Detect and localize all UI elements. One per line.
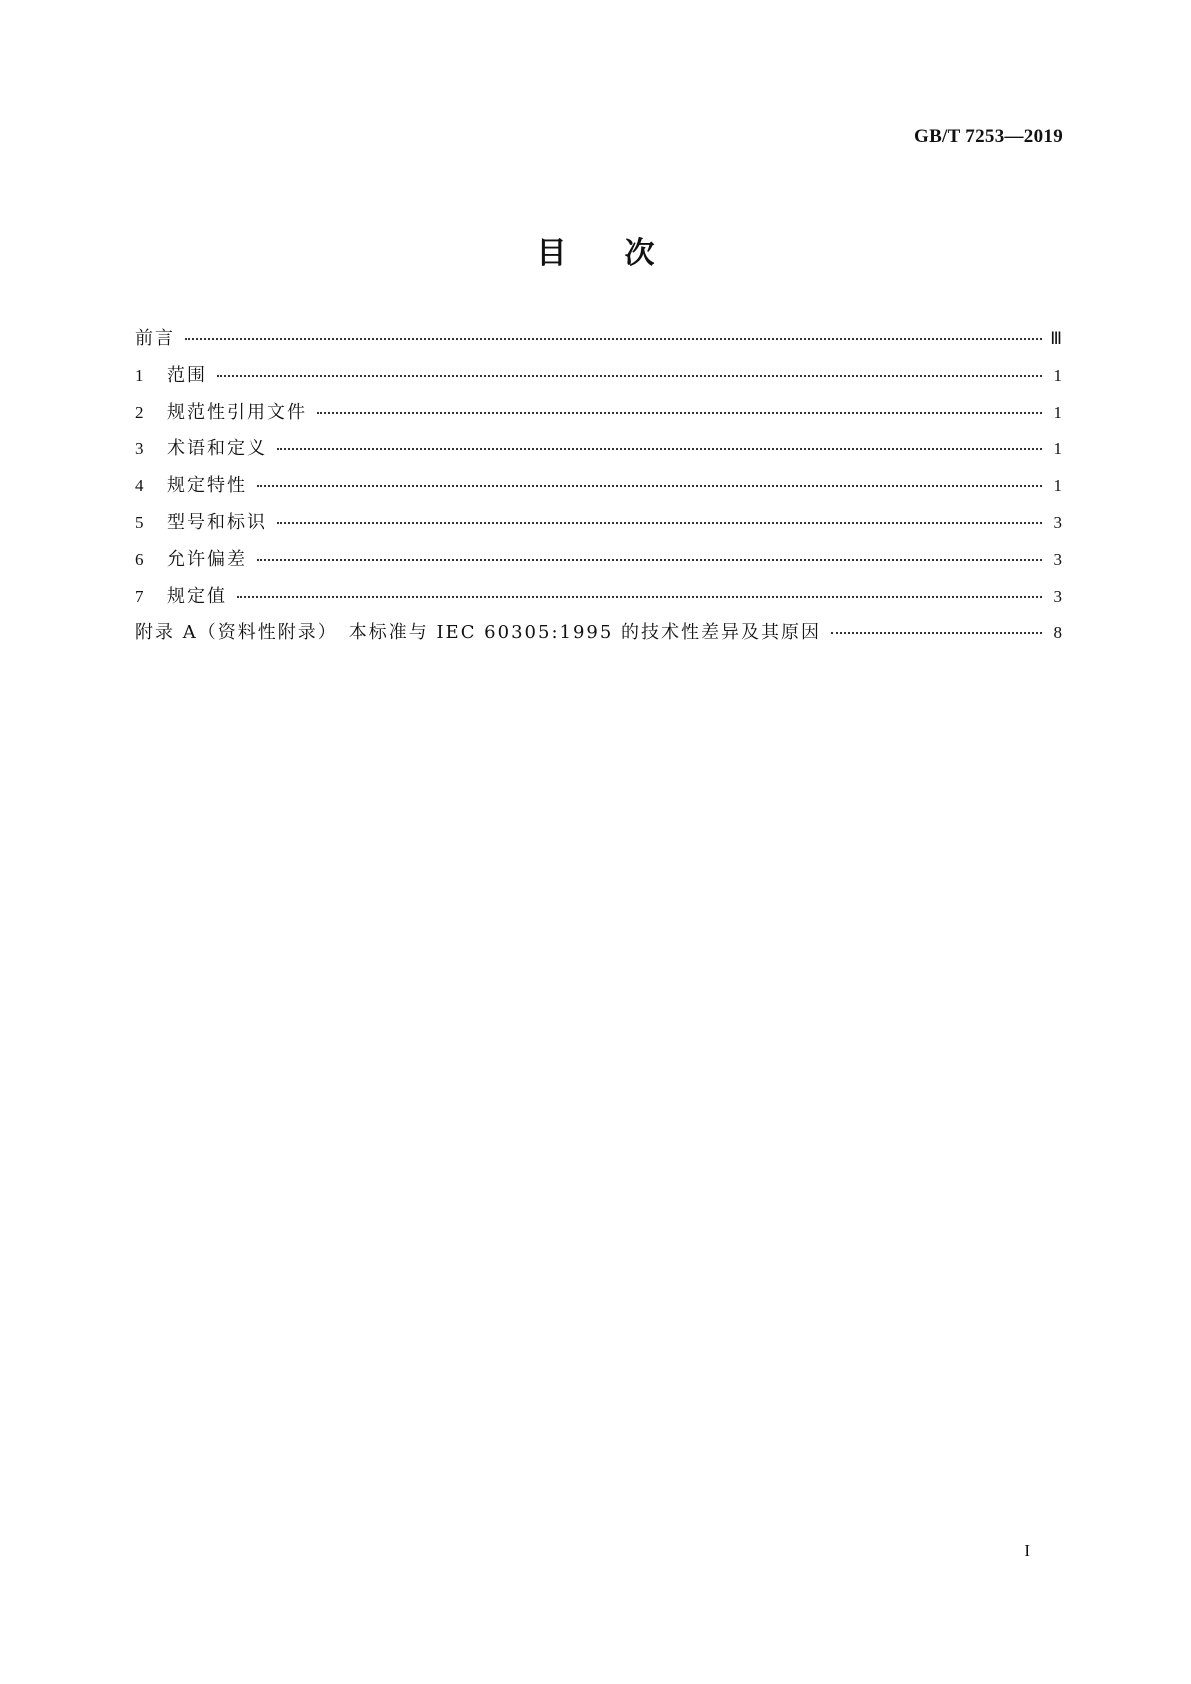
toc-entry-page: 1 <box>1053 365 1062 385</box>
page-number: I <box>1024 1541 1030 1560</box>
toc-entry-page: 3 <box>1053 512 1062 532</box>
toc-entry-label: 规定值 <box>167 585 227 607</box>
toc-leader-dots <box>277 434 1042 454</box>
toc-entry-number: 2 <box>135 402 144 422</box>
toc-leader-dots <box>257 471 1042 491</box>
toc-entry-page: 1 <box>1053 402 1062 422</box>
toc-entry-annex-a[interactable] <box>135 618 1062 655</box>
table-of-contents <box>135 324 1062 655</box>
toc-leader-dots <box>217 361 1042 381</box>
toc-entry-label: 附录 A（资料性附录） 本标准与 IEC 60305:1995 的技术性差异及其原因 <box>135 622 822 644</box>
toc-entry-label: 型号和标识 <box>167 511 267 533</box>
toc-leader-dots <box>831 618 1042 638</box>
toc-entry-number: 4 <box>135 476 144 496</box>
toc-entry-specified-values[interactable] <box>135 582 1062 619</box>
page-title: 目次 <box>536 236 713 271</box>
toc-entry-number: 7 <box>135 586 144 606</box>
toc-leader-dots <box>317 398 1042 418</box>
toc-entry-label: 规定特性 <box>167 475 247 497</box>
toc-entry-terms-definitions[interactable] <box>135 434 1062 471</box>
toc-entry-number: 6 <box>135 549 144 569</box>
toc-entry-label: 术语和定义 <box>167 438 267 460</box>
toc-entry-specified-characteristics[interactable] <box>135 471 1062 508</box>
toc-leader-dots <box>257 545 1042 565</box>
toc-entry-number: 1 <box>135 365 144 385</box>
toc-entry-label: 前言 <box>135 328 175 349</box>
toc-entry-page: 3 <box>1053 586 1062 606</box>
toc-entry-tolerances[interactable] <box>135 545 1062 582</box>
toc-leader-dots <box>185 324 1042 344</box>
toc-entry-page: 8 <box>1053 623 1062 643</box>
toc-entry-page: 3 <box>1053 549 1062 569</box>
toc-entry-type-marking[interactable] <box>135 508 1062 545</box>
toc-leader-dots <box>237 582 1042 602</box>
toc-entry-foreword[interactable] <box>135 324 1062 361</box>
toc-entry-label: 规范性引用文件 <box>167 401 307 423</box>
toc-entry-number: 3 <box>135 439 144 459</box>
toc-entry-normative-references[interactable] <box>135 398 1062 435</box>
toc-entry-page: Ⅲ <box>1050 329 1062 348</box>
toc-entry-label: 允许偏差 <box>167 548 247 570</box>
document-code: GB/T 7253—2019 <box>913 126 1063 147</box>
toc-entry-number: 5 <box>135 512 144 532</box>
toc-entry-label: 范围 <box>167 364 207 386</box>
toc-leader-dots <box>277 508 1042 528</box>
toc-entry-scope[interactable] <box>135 361 1062 398</box>
toc-entry-page: 1 <box>1053 439 1062 459</box>
toc-entry-page: 1 <box>1053 476 1062 496</box>
